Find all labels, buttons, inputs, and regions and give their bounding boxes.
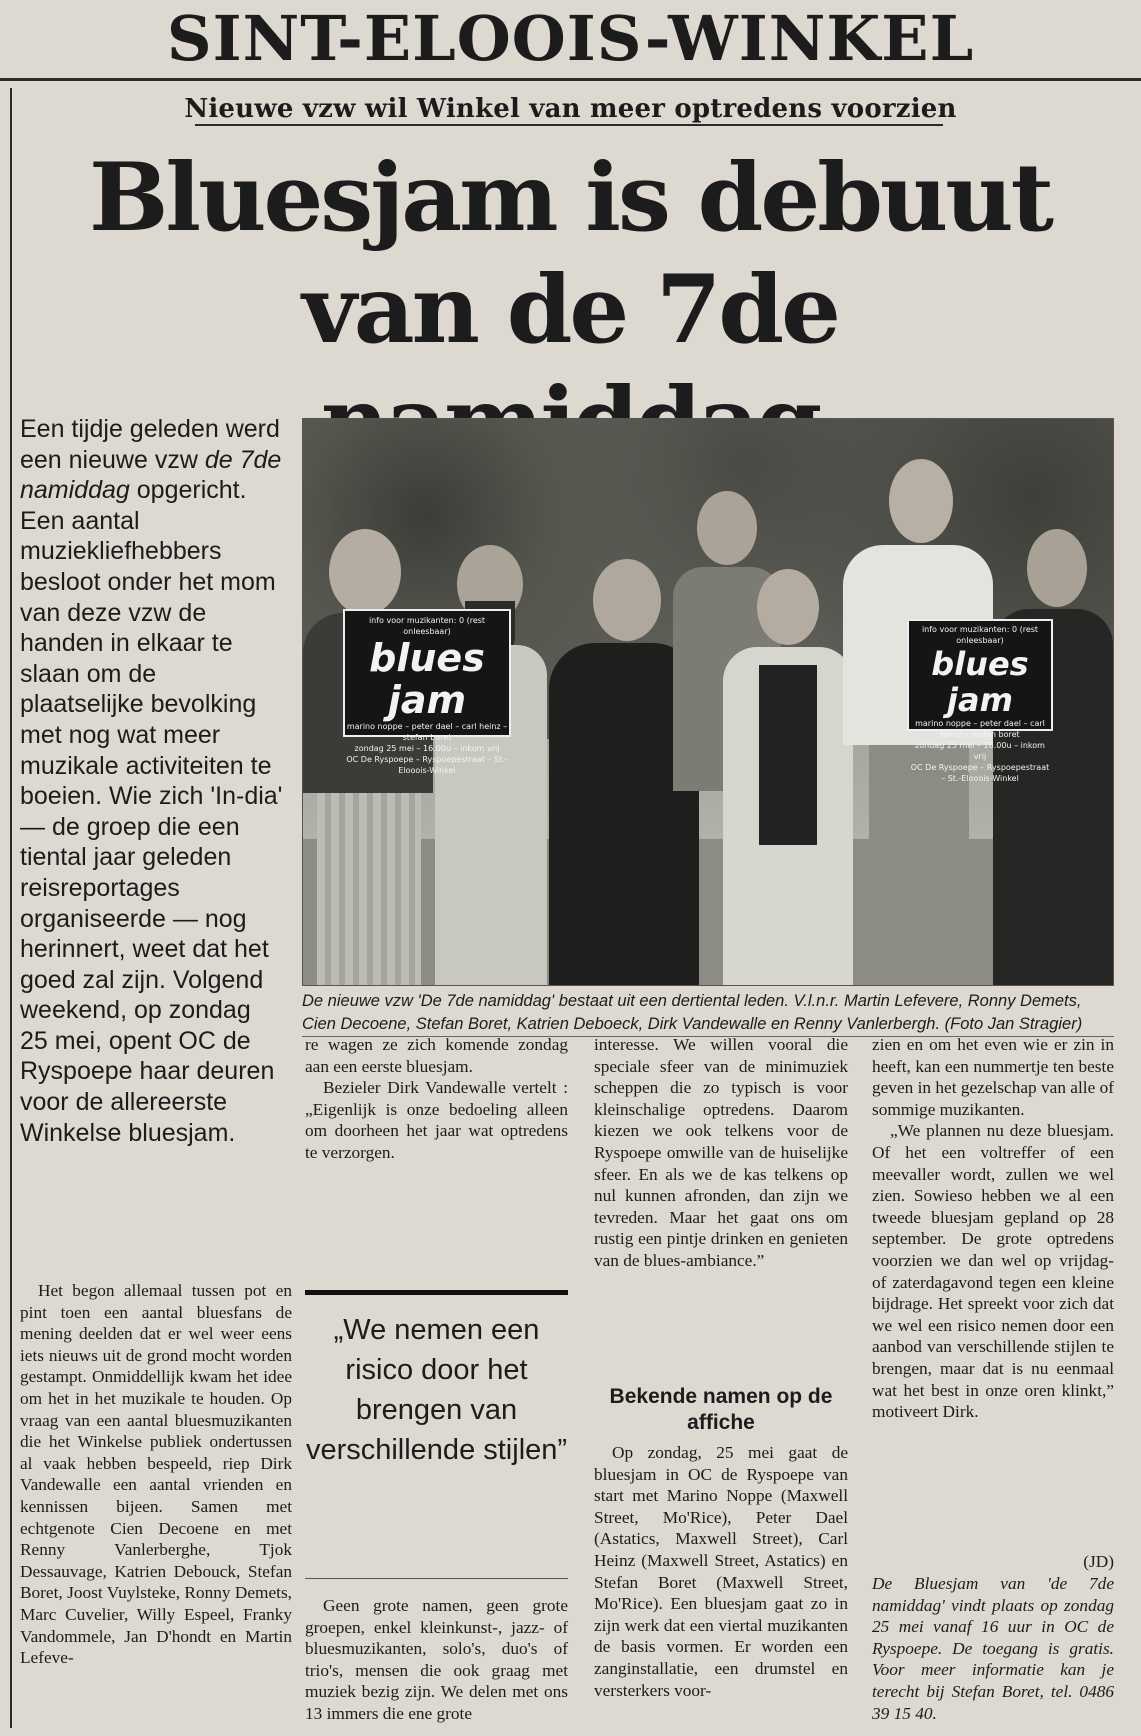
- subheading: Bekende namen op de affiche: [609, 1385, 833, 1434]
- headline-line-2: van de 7de: [302, 255, 838, 365]
- pullquote-top-rule: [305, 1290, 568, 1295]
- pullquote: „We nemen een risico door het brengen van verschillende stijlen”: [305, 1314, 568, 1466]
- poster-right-top: info voor muzikanten: 0 (rest onleesbaar): [921, 625, 1039, 645]
- intro-before: Een tijdje geleden werd een nieuwe vzw: [20, 415, 280, 474]
- col3-paragraph-1: interesse. We willen vooral die speciale sfeer van de minimuziek scheppen die zo typisch is voor kleinschalige optredens. Daarom kiezen we ook telkens voor de Ryspoepe omwille van de huiselijke sfeer. En als we de kas telkens op nul kunnen afronden, dan zijn we tevreden. Maar het gaat ons om rustig een pintje drinken en genieten van de blues-ambiance.”: [594, 1035, 848, 1270]
- kicker: Nieuwe vzw wil Winkel van meer optredens voorzien: [184, 94, 957, 124]
- poster-right-line-3: OC De Ryspoepe – Ryspoepestraat – St.-Elooois-Winkel: [910, 763, 1050, 783]
- poster-left-line-1: marino noppe – peter dael – carl heinz – stefan boret: [346, 722, 508, 742]
- group-photo: [302, 418, 1114, 986]
- poster-right-line-1: marino noppe – peter dael – carl heinz – stefan boret: [915, 719, 1045, 739]
- col1-paragraph-1: Het begon allemaal tussen pot en pint toen een aantal bluesfans de mening deelden dat er wel weer eens iets nieuws uit de grond mocht worden gestampt. Onmiddellijk kwam het idee om het in het muzikale te houden. Op vraag van een aantal bluesmuzikanten die het Winkelse publiek ondertussen al vaak hebben bespeeld, riep Dirk Vandewalle een aantal vrienden en kennissen bijeen. Samen met echtgenote Cien Decoene en met Renny Vanlerberghe, Tjok Dessauvage, Katrien Debouck, Stefan Boret, Joost Vuylsteke, Ronny Demets, Marc Cuvelier, Willy Espeel, Franky Vandommele, Jan D'hondt en Martin Lefeve-: [20, 1281, 292, 1668]
- kicker-underline: [195, 124, 943, 126]
- headline-line-1: Bluesjam is debuut: [88, 143, 1052, 253]
- left-border: [10, 88, 12, 1728]
- article-column-2-continued: [305, 1595, 568, 1725]
- section-title: SINT-ELOOIS-WINKEL: [166, 2, 975, 75]
- col4-paragraph-1: zien en om het even wie er zin in heeft, kan een nummertje ten beste geven in het gezelschap van alle of sommige muzikanten.: [872, 1035, 1114, 1119]
- event-info: De Bluesjam van 'de 7de namiddag' vindt plaats op zondag 25 mei vanaf 16 uur in OC de Ryspoepe. De toegang is gratis. Voor meer informatie kan je terecht bij Stefan Boret, tel. 0486 39 15 40.: [872, 1574, 1114, 1723]
- blues-jam-poster-left: [343, 609, 511, 775]
- col3-paragraph-2: Op zondag, 25 mei gaat de bluesjam in OC de Ryspoepe van start met Marino Noppe (Maxwell Street, Mo'Rice), Peter Dael (Astatics, Maxwell Street), Carl Heinz (Maxwell Street, Astatics) en Stefan Boret (Maxwell Street, Mo'Rice). Een bluesjam gaat zo in zijn werk dat een viertal muzikanten de basis vormen. Er worden een zanginstallatie, een drumstel en versterkers voor-: [594, 1443, 848, 1700]
- article-column-4: [872, 1034, 1114, 1423]
- col2-paragraph-2: Bezieler Dirk Vandewalle vertelt : „Eigenlijk is onze bedoeling alleen om doorheen het jaar wat optredens te verzorgen.: [305, 1078, 568, 1162]
- poster-right-title: blues jam: [931, 645, 1029, 719]
- intro-after: opgericht. Een aantal muziekliefhebbers besloot onder het mom van deze vzw de handen in elkaar te slaan om de plaatselijke bevolking met nog wat meer muzikale activiteiten te boeien. Wie zich 'In-dia' — de groep die een tiental jaar geleden reisreportages organiseerde — nog herinnert, weet dat het goed zal zijn. Volgend weekend, op zondag 25 mei, opent OC de Ryspoepe haar deuren voor de allereerste Winkelse bluesjam.: [20, 476, 283, 1147]
- col2-paragraph-3: Geen grote namen, geen grote groepen, enkel kleinkunst-, jazz- of bluesmuzikanten, solo's, duo's of trio's, mensen die ook graag met muziek bezig zijn. We delen met ons 13 immers die ene grote: [305, 1596, 568, 1723]
- person-5: [723, 569, 853, 985]
- article-column-1: [20, 1280, 292, 1669]
- poster-right-line-2: zondag 25 mei – 16.00u – inkom vrij: [915, 741, 1045, 761]
- blues-jam-poster-right: [907, 619, 1053, 783]
- photo-caption: De nieuwe vzw 'De 7de namiddag' bestaat uit een dertiental leden. V.l.n.r. Martin Lefevere, Ronny Demets, Cien Decoene, Stefan Boret, Katrien Deboeck, Dirk Vandewalle en Renny Vanlerbergh. (Foto Jan Stragier): [302, 992, 1083, 1033]
- col4-paragraph-2: „We plannen nu deze bluesjam. Of het een voltreffer of een meevaller wordt, zullen we wel zien. Sowieso hebben we al een tweede bluesjam gepland op 28 september. De grote optredens voorzien we dan wel op vrijdag- of zaterdagavond tegen een kleine bijdrage. Het spreekt voor zich dat we wel een risico nemen door een aanbod van verschillende stijlen te brengen, maar dat is nu eenmaal wat het best in onze oren klinkt,” motiveert Dirk.: [872, 1121, 1114, 1422]
- section-rule: [0, 78, 1141, 81]
- pullquote-bottom-rule: [305, 1578, 568, 1579]
- intro-paragraph: [20, 414, 284, 1148]
- author-initials: (JD): [1083, 1552, 1114, 1571]
- col2-paragraph-1: re wagen ze zich komende zondag aan een eerste bluesjam.: [305, 1035, 568, 1076]
- article-column-3-continued: [594, 1442, 848, 1701]
- article-column-2: [305, 1034, 568, 1164]
- poster-left-top: info voor muzikanten: 0 (rest onleesbaar): [368, 616, 486, 636]
- article-column-3: [594, 1034, 848, 1272]
- poster-left-line-3: OC De Ryspoepe – Ryspoepestraat – St.-Elooois-Winkel: [346, 755, 508, 775]
- poster-left-line-2: zondag 25 mei – 16.00u – inkom vrij: [354, 744, 500, 753]
- poster-left-title: blues jam: [369, 636, 485, 722]
- intro-vzw-name: de 7de namiddag: [20, 445, 282, 505]
